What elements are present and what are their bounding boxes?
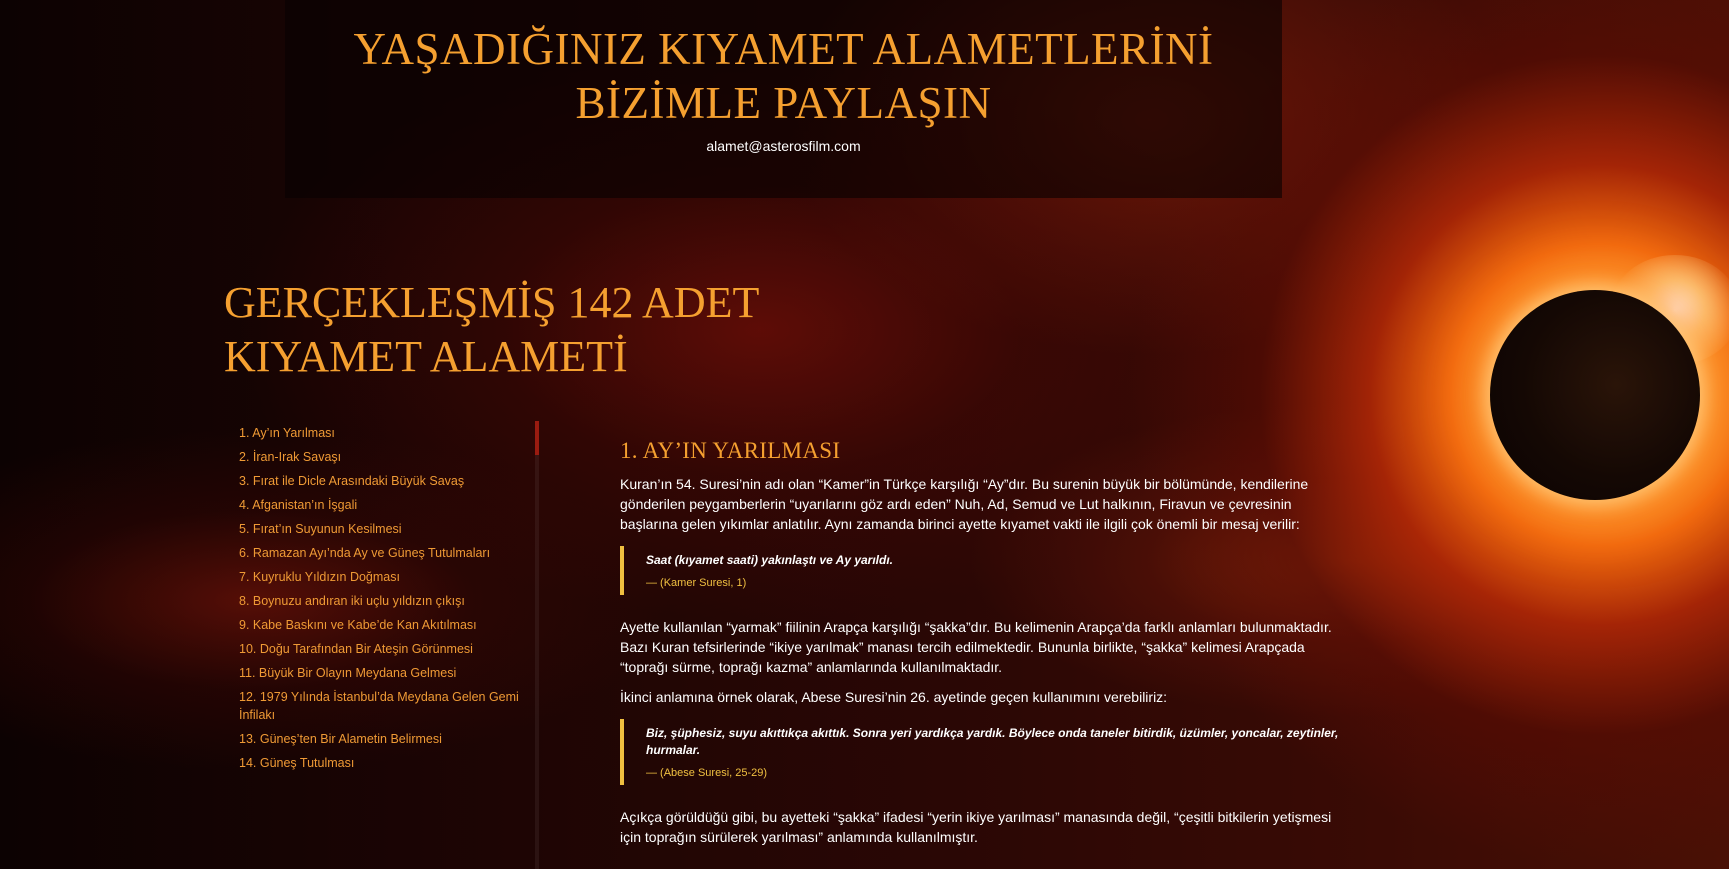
toc-item[interactable]: 12. 1979 Yılında İstanbul’da Meydana Gelen Gemi İnfilakı [239,690,519,722]
contact-email-link[interactable]: alamet@asterosfilm.com [706,138,861,154]
toc-item[interactable]: 6. Ramazan Ayı’nda Ay ve Güneş Tutulmaları [239,546,491,560]
toc-item[interactable]: 1. Ay’ın Yarılması [239,426,335,440]
article [620,438,1340,857]
toc-scrollbar-thumb[interactable] [535,421,539,455]
blockquote [620,546,1340,595]
quote-source: — (Kamer Suresi, 1) [646,577,747,589]
article-heading: 1. AY’IN YARILMASI [620,438,841,463]
section-title-line1: GERÇEKLEŞMİŞ 142 ADET [224,278,760,327]
article-paragraph: İkinci anlamına örnek olarak, Abese Suresi’nin 26. ayetinde geçen kullanımını verebiliriz: [620,689,1168,705]
toc-item[interactable]: 9. Kabe Baskını ve Kabe’de Kan Akıtılması [239,618,477,632]
toc-item[interactable]: 3. Fırat ile Dicle Arasındaki Büyük Savaş [239,474,465,488]
blockquote [620,719,1340,785]
article-paragraph: Kuran’ın 54. Suresi’nin adı olan “Kamer”in Türkçe karşılığı “Ay”dır. Bu surenin büyük bir bölümünde, kendilerine gönderilen peygamberlerin “uyarılarını göz ardı eden” Nuh, Ad, Semud ve Lut halkının, Firavun ve çevresinin başlarına gelen yıkımlar anlatılır. Aynı zamanda birinci ayette kıyamet vakti ile ilgili çok önemli bir mesaj verilir: [620,476,1309,532]
quote-source: — (Abese Suresi, 25-29) [646,767,768,779]
quote-text: Biz, şüphesiz, suyu akıttıkça akıttık. Sonra yeri yardıkça yardık. Böylece onda taneler bitirdik, üzümler, yoncalar, zeytinler, hurmalar. [646,726,1339,757]
eclipse-image [1490,290,1700,500]
table-of-contents [239,424,519,778]
toc-scrollbar[interactable] [535,421,539,869]
article-paragraph: Ayette kullanılan “yarmak” fiilinin Arapça karşılığı “şakka”dır. Bu kelimenin Arapça’da farklı anlamları bulunmaktadır. Bazı Kuran tefsirlerinde “ikiye yarılmak” manası tercih edilmektedir. Bununla birlikte, “şakka” kelimesi Arapçada “toprağı sürme, toprağı kazma” anlamlarında kullanılmaktadır. [620,619,1332,675]
header-title [285,22,1282,130]
toc-item[interactable]: 5. Fırat’ın Suyunun Kesilmesi [239,522,402,536]
toc-item[interactable]: 13. Güneş’ten Bir Alametin Belirmesi [239,732,442,746]
toc-item[interactable]: 4. Afganistan’ın İşgali [239,498,358,512]
header-title-line2: BİZİMLE PAYLAŞIN [575,78,992,128]
section-title [224,276,944,384]
toc-item[interactable]: 11. Büyük Bir Olayın Meydana Gelmesi [239,666,457,680]
toc-item[interactable]: 14. Güneş Tutulması [239,756,355,770]
toc-item[interactable]: 10. Doğu Tarafından Bir Ateşin Görünmesi [239,642,473,656]
quote-text: Saat (kıyamet saati) yakınlaştı ve Ay yarıldı. [646,553,894,567]
article-paragraph: Açıkça görüldüğü gibi, bu ayetteki “şakka” ifadesi “yerin ikiye yarılması” manasında değil, “çeşitli bitkilerin yetişmesi için toprağın sürülerek yarılması” anlamında kullanılmıştır. [620,809,1332,845]
header-title-line1: YAŞADIĞINIZ KIYAMET ALAMETLERİNİ [353,24,1214,74]
toc-item[interactable]: 8. Boynuzu andıran iki uçlu yıldızın çıkışı [239,594,465,608]
toc-item[interactable]: 2. İran-Irak Savaşı [239,450,342,464]
section-title-line2: KIYAMET ALAMETİ [224,332,628,381]
toc-item[interactable]: 7. Kuyruklu Yıldızın Doğması [239,570,400,584]
